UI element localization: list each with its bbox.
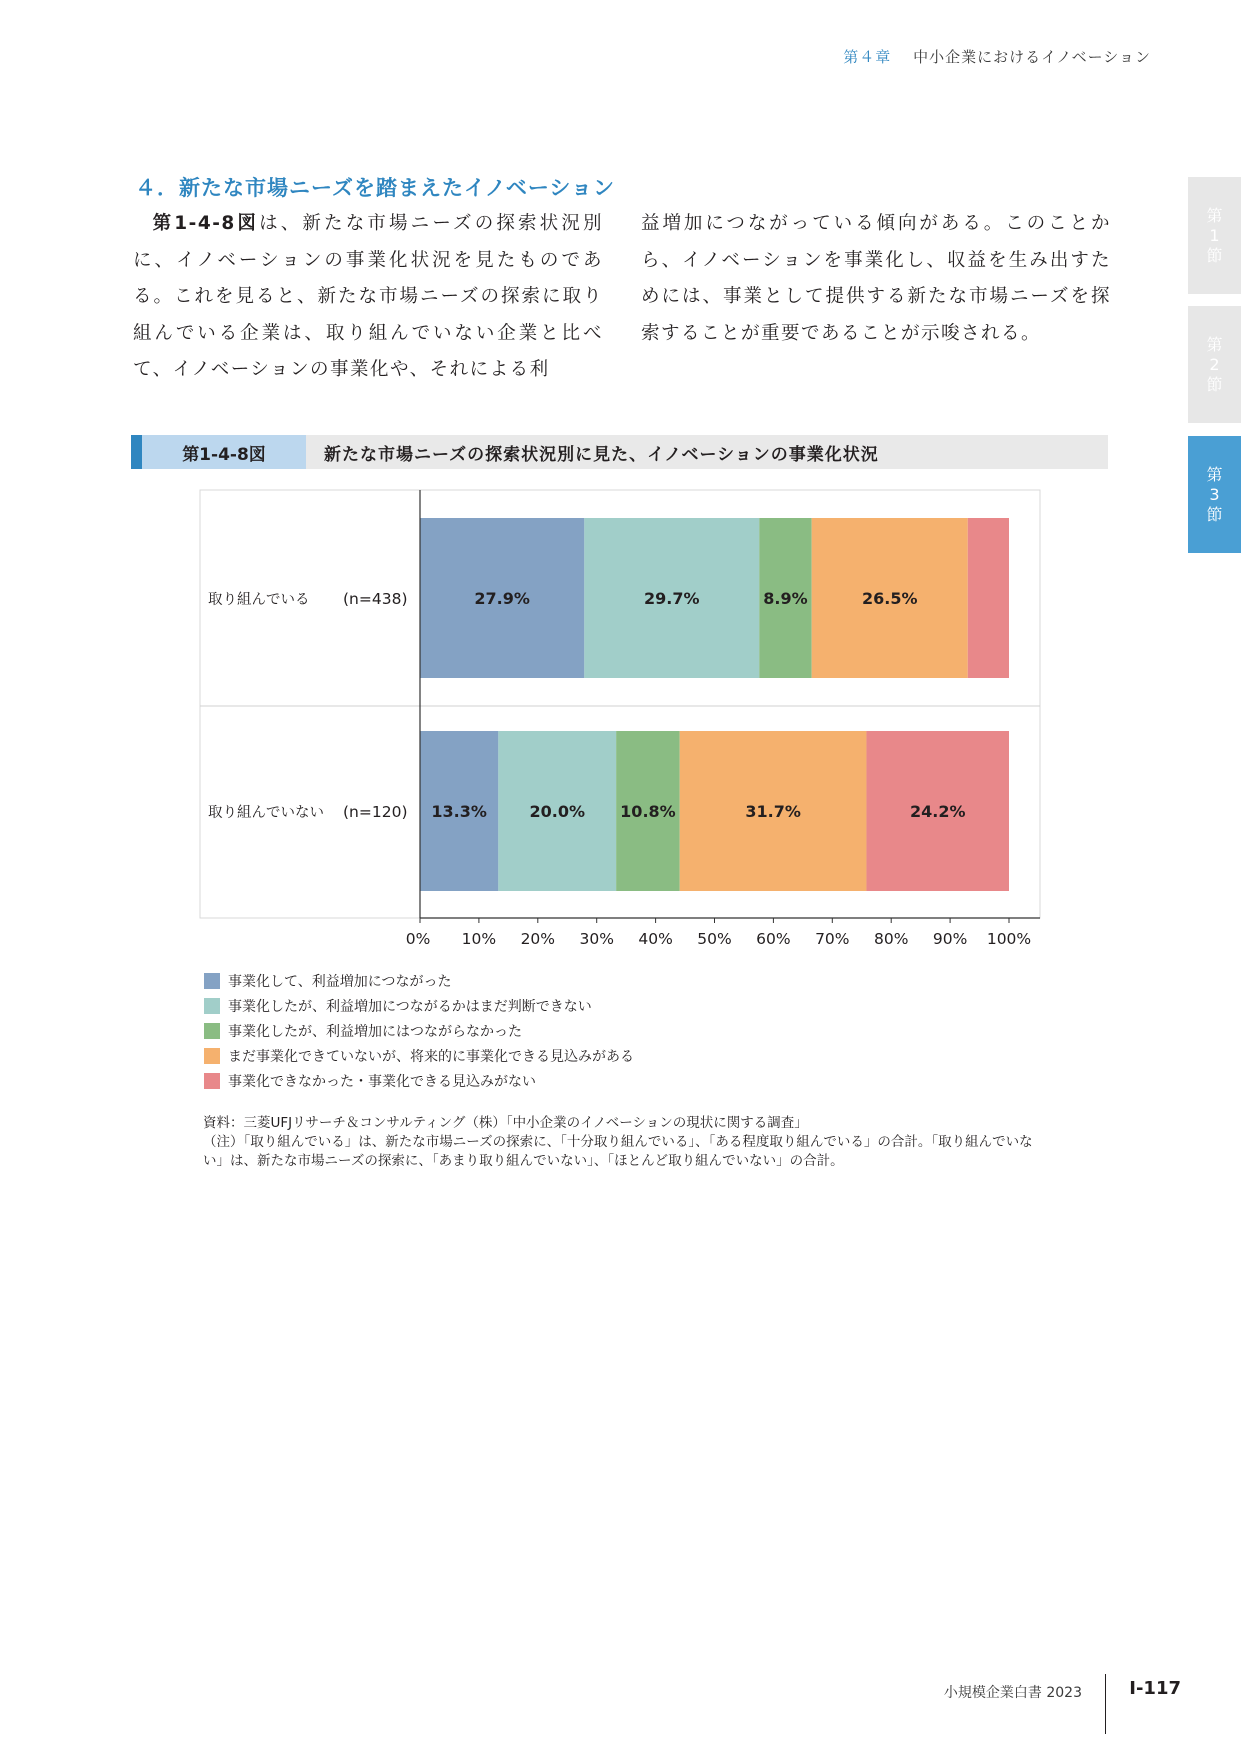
legend-item	[204, 993, 634, 1018]
category-count: (n=120)	[343, 803, 408, 821]
legend-item	[204, 1068, 634, 1093]
legend-swatch	[204, 998, 220, 1014]
legend-item	[204, 1018, 634, 1043]
side-tab-section-1[interactable]: 第1節	[1188, 177, 1241, 294]
note-text: （注）「取り組んでいる」は、新たな市場ニーズの探索に、「十分取り組んでいる」、「ある程度取り組んでいる」の合計。「取り組んでいない」は、新たな市場ニーズの探索に、「あまり取り組んでいない」、「ほとんど取り組んでいない」の合計。	[203, 1134, 1033, 1169]
book-title: 小規模企業白書 2023	[943, 1685, 1082, 1701]
legend-label: 事業化したが、利益増加にはつながらなかった	[228, 1023, 522, 1040]
data-label: 24.2%	[909, 802, 966, 821]
legend-label: 事業化できなかった・事業化できる見込みがない	[228, 1073, 536, 1090]
x-tick-label: 0%	[405, 930, 431, 948]
legend-swatch	[204, 1048, 220, 1064]
data-label: 26.5%	[861, 589, 918, 608]
data-label: 20.0%	[529, 802, 585, 821]
category-label: 取り組んでいる	[208, 592, 310, 608]
chapter-title: 中小企業におけるイノベーション	[913, 48, 1151, 66]
body-text-left-rest: は、新たな市場ニーズの探索状況別に、イノベーションの事業化状況を見たものである。これを見ると、新たな市場ニーズの探索に取り組んでいる企業は、取り組んでいない企業と比べて、イノベーションの事業化や、それによる利	[133, 213, 603, 380]
data-label: 13.3%	[431, 802, 487, 821]
legend-item	[204, 968, 634, 993]
data-label: 31.7%	[745, 802, 801, 821]
chapter-number: 第４章	[843, 48, 892, 66]
source-text: 資料：三菱UFJリサーチ＆コンサルティング（株）「中小企業のイノベーションの現状に関する調査」	[203, 1115, 808, 1131]
x-tick-label: 90%	[932, 930, 968, 948]
legend-label: まだ事業化できていないが、将来的に事業化できる見込みがある	[228, 1048, 634, 1065]
x-tick-label: 60%	[756, 930, 791, 948]
x-tick-label: 30%	[579, 930, 614, 948]
figure-number: 第1-4-8図	[142, 435, 306, 469]
category-count: (n=438)	[343, 590, 408, 608]
data-label: 27.9%	[474, 589, 530, 608]
legend-item	[204, 1043, 634, 1068]
x-tick-label: 50%	[697, 930, 732, 948]
x-tick-label: 40%	[638, 930, 673, 948]
data-label: 8.9%	[763, 589, 808, 608]
x-tick-label: 70%	[815, 930, 850, 948]
side-tab-section-3[interactable]: 第3節	[1188, 436, 1241, 553]
x-tick-label: 80%	[873, 930, 909, 948]
data-label: 10.8%	[620, 802, 676, 821]
bar-segment	[968, 518, 1009, 678]
chart-legend	[204, 968, 634, 1093]
legend-swatch	[204, 1073, 220, 1089]
legend-label: 事業化したが、利益増加につながるかはまだ判断できない	[228, 998, 592, 1015]
legend-label: 事業化して、利益増加につながった	[228, 973, 452, 990]
data-label: 29.7%	[644, 589, 700, 608]
category-label: 取り組んでいない	[208, 805, 324, 821]
x-tick-label: 20%	[520, 930, 556, 948]
figure-title: 新たな市場ニーズの探索状況別に見た、イノベーションの事業化状況	[324, 444, 879, 465]
figure-source	[203, 1114, 1043, 1171]
legend-swatch	[204, 1023, 220, 1039]
page-number: Ⅰ-117	[1129, 1678, 1181, 1699]
footer-divider	[1105, 1674, 1106, 1734]
section-title: ４．新たな市場ニーズを踏まえたイノベーション	[135, 176, 616, 200]
side-tab-section-2[interactable]: 第2節	[1188, 306, 1241, 423]
x-tick-label: 100%	[986, 930, 1032, 948]
body-text-right: 益増加につながっている傾向がある。このことから、イノベーションを事業化し、収益を生み出すためには、事業として提供する新たな市場ニーズを探索することが重要であることが示唆される。	[641, 213, 1111, 344]
x-tick-label: 10%	[461, 930, 497, 948]
figure-reference-link[interactable]: 第1-4-8図	[151, 213, 260, 234]
legend-swatch	[204, 973, 220, 989]
